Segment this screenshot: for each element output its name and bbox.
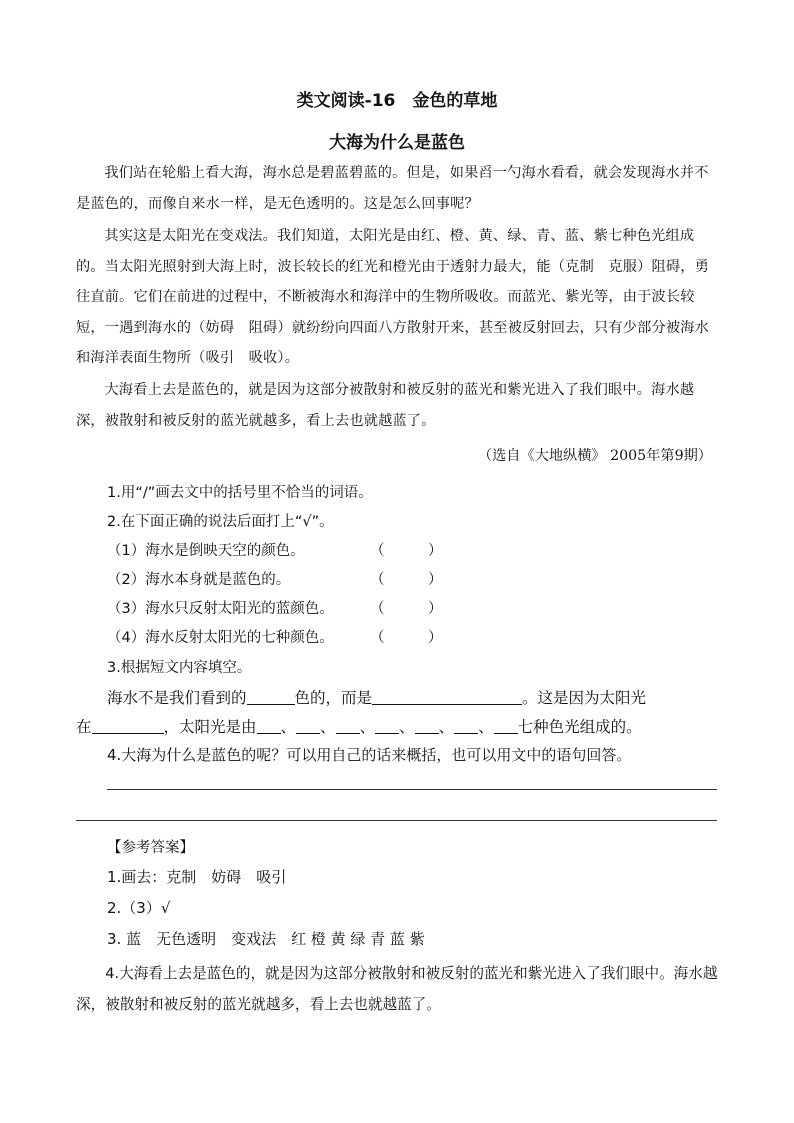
option-3 (107, 597, 334, 618)
question-3: 3.根据短文内容填空。 (107, 660, 252, 676)
fill-blank-color-7[interactable] (494, 719, 518, 734)
fill-text-c: 。这是因为太阳光 (522, 689, 647, 707)
option-3-answer-box[interactable]: （ ） (370, 601, 443, 617)
option-1 (107, 539, 305, 560)
answer-3: 3. 蓝 无色透明 变戏法 红 橙 黄 绿 青 蓝 紫 (107, 930, 425, 948)
fill-text-a: 海水不是我们看到的 (107, 689, 247, 707)
separator: 、 (280, 718, 297, 736)
fill-blank-color-1[interactable] (257, 719, 281, 734)
separator: 、 (478, 718, 494, 736)
section-divider (76, 820, 717, 821)
fill-text-f: 七种色光组成的。 (517, 718, 642, 736)
fill-blank-1[interactable] (247, 690, 295, 705)
fill-text-e: ，太阳光是由 (163, 718, 257, 736)
option-1-text: （1）海水是倒映天空的颜色。 (107, 543, 305, 559)
source-citation: （选自《大地纵横》 2005年第9期） (477, 448, 712, 464)
fill-blank-color-4[interactable] (375, 719, 399, 734)
question-4: 4.大海为什么是蓝色的呢？可以用自己的话来概括，也可以用文中的语句回答。 (107, 746, 632, 764)
fill-text-d: 在 (76, 718, 92, 736)
option-4 (107, 626, 334, 647)
separator: 、 (399, 718, 415, 736)
question-3-fill-line-2 (76, 715, 642, 737)
option-3-text: （3）海水只反射太阳光的蓝颜色。 (107, 601, 334, 617)
fill-blank-color-3[interactable] (336, 719, 360, 734)
option-1-answer-box[interactable]: （ ） (370, 543, 443, 559)
answer-key-header: 【参考答案】 (107, 840, 194, 856)
answer-2: 2.（3）√ (107, 899, 171, 917)
separator: 、 (359, 718, 376, 736)
passage-paragraph-3: 大海看上去是蓝色的，就是因为这部分被散射和被反射的蓝光和紫光进入了我们眼中。海水越深，被散射和被反射的蓝光就越多，看上去也就越蓝了。 (76, 382, 695, 429)
answer-1: 1.画去：克制 妨碍 吸引 (107, 868, 287, 886)
separator: 、 (320, 718, 336, 736)
document-title: 类文阅读-16 金色的草地 (296, 91, 498, 111)
answer-line[interactable] (107, 789, 717, 790)
fill-blank-color-5[interactable] (415, 719, 439, 734)
option-2-answer-box[interactable]: （ ） (370, 572, 443, 588)
passage-paragraph-2: 其实这是太阳光在变戏法。我们知道，太阳光是由红、橙、黄、绿、青、蓝、紫七种色光组成的。当太阳光照射到大海上时，波长较长的红光和橙光由于透射力最大，能（克制 克服）阻碍，勇往直前。它们在前进的过程中，不断被海水和海洋中的生物所吸收。而蓝光、紫光等，由于波长较短，一遇到海水的（妨碍 阻碍）就纷纷向四面八方散射开来，甚至被反射回去，只有少部分被海水和海洋表面生物所（吸引 吸收）。 (76, 228, 710, 366)
fill-blank-color-2[interactable] (296, 719, 320, 734)
fill-blank-color-6[interactable] (454, 719, 478, 734)
separator: 、 (438, 718, 455, 736)
question-1: 1.用“/”画去文中的括号里不恰当的词语。 (107, 485, 373, 501)
question-2: 2.在下面正确的说法后面打上“√”。 (107, 514, 334, 530)
option-4-text: （4）海水反射太阳光的七种颜色。 (107, 630, 334, 646)
fill-text-b: 色的，而是 (294, 689, 373, 707)
answer-4: 4.大海看上去是蓝色的，就是因为这部分被散射和被反射的蓝光和紫光进入了我们眼中。海水越深，被散射和被反射的蓝光就越多，看上去也就越蓝了。 (76, 965, 718, 1013)
passage-title: 大海为什么是蓝色 (329, 133, 465, 153)
option-2-text: （2）海水本身就是蓝色的。 (107, 572, 291, 588)
passage-paragraph-1: 我们站在轮船上看大海，海水总是碧蓝碧蓝的。但是，如果舀一勺海水看看，就会发现海水并不是蓝色的，而像自来水一样，是无色透明的。这是怎么回事呢？ (76, 165, 709, 212)
option-4-answer-box[interactable]: （ ） (370, 630, 443, 646)
option-2 (107, 568, 290, 589)
question-3-fill-line-1 (107, 686, 646, 708)
fill-blank-2[interactable] (372, 690, 522, 705)
fill-blank-3[interactable] (92, 719, 164, 734)
